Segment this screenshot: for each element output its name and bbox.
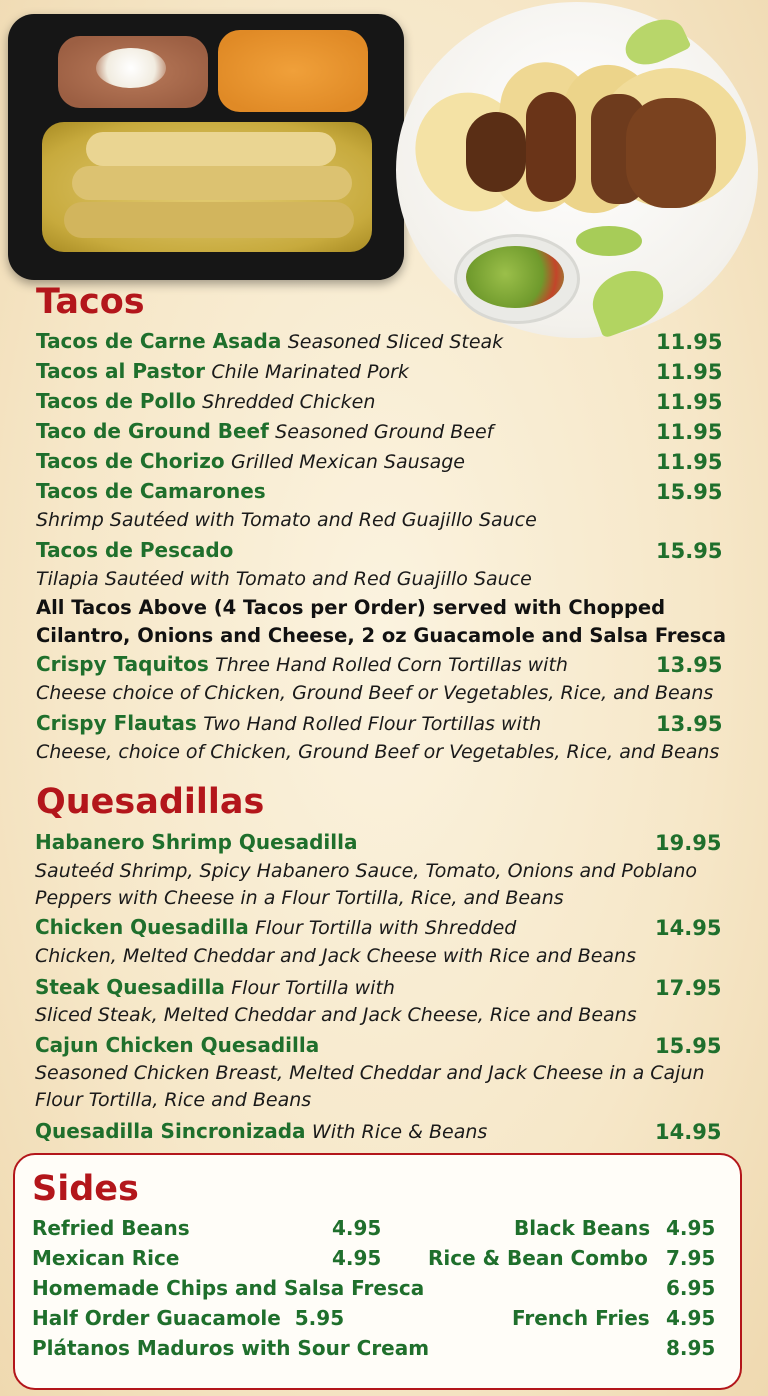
enchilada-tray-photo — [8, 14, 404, 280]
side-price: 7.95 — [666, 1246, 716, 1270]
item-price: 15.95 — [656, 539, 723, 563]
side-item: Homemade Chips and Salsa Fresca — [32, 1276, 425, 1300]
item-description: Seasoned Chicken Breast, Melted Cheddar and Jack Cheese in a Cajun — [35, 1062, 705, 1084]
menu-item: Cajun Chicken Quesadilla — [35, 1033, 320, 1057]
item-description: Flour Tortilla, Rice and Beans — [35, 1089, 312, 1111]
menu-item: Crispy Flautas Two Hand Rolled Flour Tortillas with — [36, 711, 542, 735]
item-price: 11.95 — [656, 330, 723, 354]
tacos-note: All Tacos Above (4 Tacos per Order) served with Chopped — [36, 596, 666, 619]
item-price: 15.95 — [655, 1034, 722, 1058]
menu-item: Tacos de Carne Asada Seasoned Sliced Steak — [36, 329, 504, 353]
item-price: 11.95 — [656, 450, 723, 474]
menu-item: Chicken Quesadilla Flour Tortilla with Shredded — [35, 915, 517, 939]
item-price: 15.95 — [656, 480, 723, 504]
menu-item: Tacos de Pollo Shredded Chicken — [36, 389, 376, 413]
side-price: 8.95 — [666, 1336, 716, 1360]
sides-heading: Sides — [32, 1169, 139, 1209]
item-price: 13.95 — [656, 653, 723, 677]
item-price: 11.95 — [656, 420, 723, 444]
tacos-plate-photo — [396, 2, 758, 338]
item-price: 14.95 — [655, 1120, 722, 1144]
item-description: Sauteéd Shrimp, Spicy Habanero Sauce, Tomato, Onions and Poblano — [35, 860, 698, 882]
item-price: 14.95 — [655, 916, 722, 940]
menu-item: Tacos al Pastor Chile Marinated Pork — [36, 359, 409, 383]
item-price: 13.95 — [656, 712, 723, 736]
quesadillas-heading: Quesadillas — [36, 782, 265, 822]
side-price: 4.95 — [332, 1246, 382, 1270]
item-description: Cheese choice of Chicken, Ground Beef or Vegetables, Rice, and Beans — [36, 682, 714, 704]
item-price: 17.95 — [655, 976, 722, 1000]
side-item: Rice & Bean Combo — [428, 1246, 648, 1270]
side-item: Plátanos Maduros with Sour Cream — [32, 1336, 430, 1360]
item-description: Shrimp Sautéed with Tomato and Red Guajillo Sauce — [36, 509, 537, 531]
menu-item: Steak Quesadilla Flour Tortilla with — [35, 975, 395, 999]
sides-box — [13, 1153, 742, 1390]
item-price: 11.95 — [656, 360, 723, 384]
item-price: 11.95 — [656, 390, 723, 414]
menu-item: Taco de Ground Beef Seasoned Ground Beef — [36, 419, 494, 443]
item-description: Sliced Steak, Melted Cheddar and Jack Cheese, Rice and Beans — [35, 1004, 637, 1026]
side-price: 4.95 — [666, 1306, 716, 1330]
item-description: Cheese, choice of Chicken, Ground Beef or Vegetables, Rice, and Beans — [36, 741, 720, 763]
side-item: French Fries — [512, 1306, 650, 1330]
item-description: Chicken, Melted Cheddar and Jack Cheese with Rice and Beans — [35, 945, 636, 967]
tacos-heading: Tacos — [36, 282, 145, 322]
menu-item: Tacos de Camarones — [36, 479, 266, 503]
item-description: Tilapia Sautéed with Tomato and Red Guajillo Sauce — [36, 568, 532, 590]
side-item: Half Order Guacamole 5.95 — [32, 1306, 345, 1330]
side-item: Black Beans — [514, 1216, 651, 1240]
menu-item: Tacos de Chorizo Grilled Mexican Sausage — [36, 449, 465, 473]
side-price: 4.95 — [332, 1216, 382, 1240]
menu-item: Habanero Shrimp Quesadilla — [35, 830, 358, 854]
side-price: 6.95 — [666, 1276, 716, 1300]
side-item: Refried Beans — [32, 1216, 190, 1240]
menu-item: Tacos de Pescado — [36, 538, 234, 562]
menu-item: Crispy Taquitos Three Hand Rolled Corn Tortillas with — [36, 652, 568, 676]
item-description: Peppers with Cheese in a Flour Tortilla, Rice, and Beans — [35, 887, 564, 909]
item-price: 19.95 — [655, 831, 722, 855]
menu-item: Quesadilla Sincronizada With Rice & Beans — [35, 1119, 488, 1143]
side-item: Mexican Rice — [32, 1246, 180, 1270]
tacos-note: Cilantro, Onions and Cheese, 2 oz Guacamole and Salsa Fresca — [36, 624, 727, 647]
side-price: 4.95 — [666, 1216, 716, 1240]
